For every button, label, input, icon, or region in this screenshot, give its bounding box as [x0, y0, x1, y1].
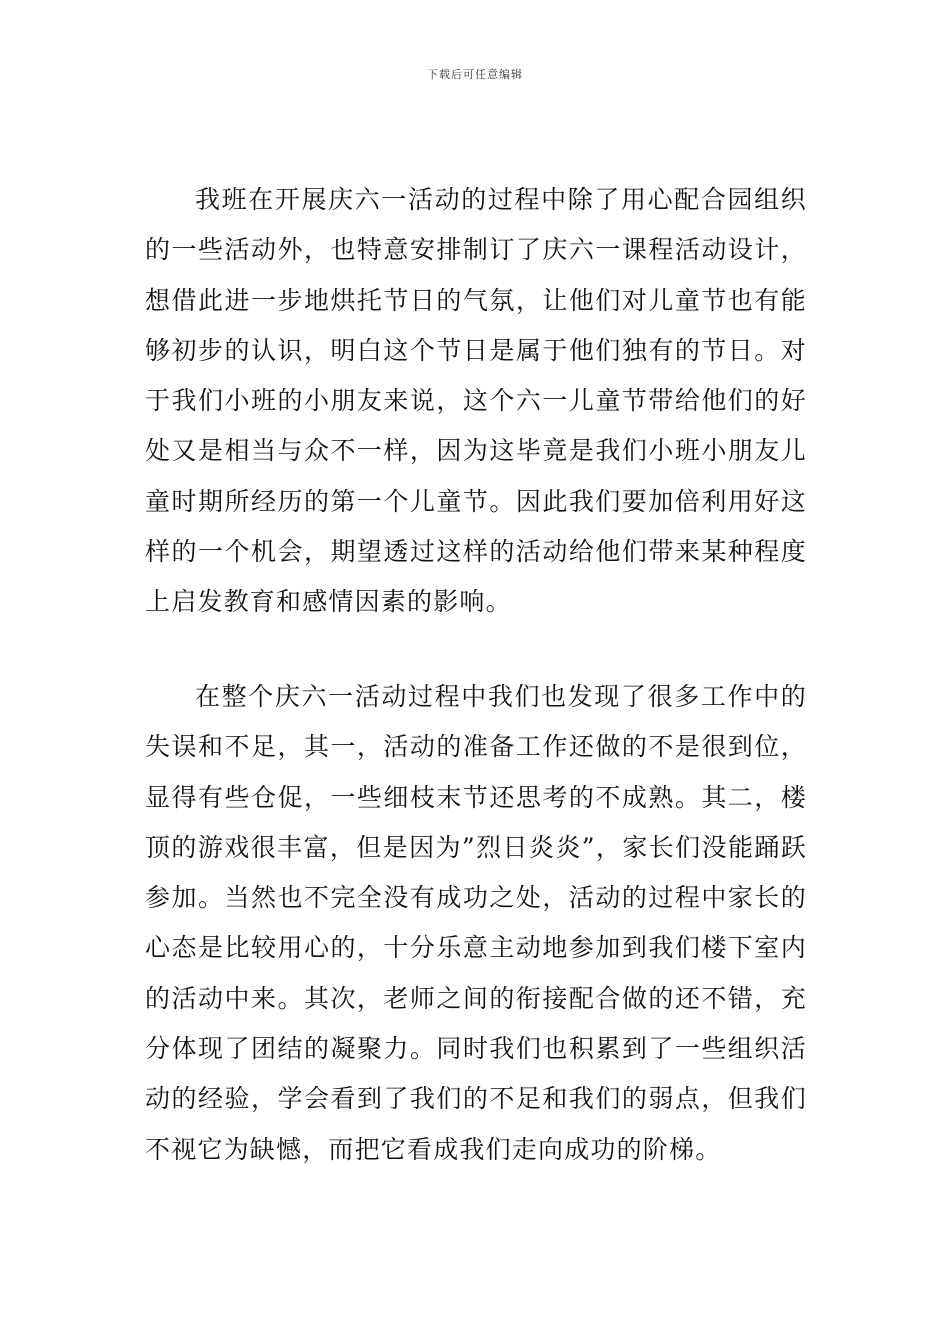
paragraph-2: 在整个庆六一活动过程中我们也发现了很多工作中的失误和不足，其一，活动的准备工作还做的不是很到位，显得有些仓促，一些细枝末节还思考的不成熟。其二，楼顶的游戏很丰富，但是因为”烈日炎炎”，家长们没能踊跃参加。当然也不完全没有成功之处，活动的过程中家长的心态是比较用心的，十分乐意主动地参加到我们楼下室内的活动中来。其次，老师之间的衔接配合做的还不错，充分体现了团结的凝聚力。同时我们也积累到了一些组织活动的经验，学会看到了我们的不足和我们的弱点，但我们不视它为缺憾，而把它看成我们走向成功的阶梯。: [145, 682, 807, 1164]
header-note: 下载后可任意编辑: [427, 68, 523, 81]
paragraph-2-container: [145, 672, 807, 1175]
paragraph-1-container: [145, 175, 807, 628]
paragraph-1: 我班在开展庆六一活动的过程中除了用心配合园组织的一些活动外，也特意安排制订了庆六一课程活动设计，想借此进一步地烘托节日的气氛，让他们对儿童节也有能够初步的认识，明白这个节日是属于他们独有的节日。对于我们小班的小朋友来说，这个六一儿童节带给他们的好处又是相当与众不一样，因为这毕竟是我们小班小朋友儿童时期所经历的第一个儿童节。因此我们要加倍利用好这样的一个机会，期望透过这样的活动给他们带来某种程度上启发教育和感情因素的影响。: [145, 185, 807, 617]
